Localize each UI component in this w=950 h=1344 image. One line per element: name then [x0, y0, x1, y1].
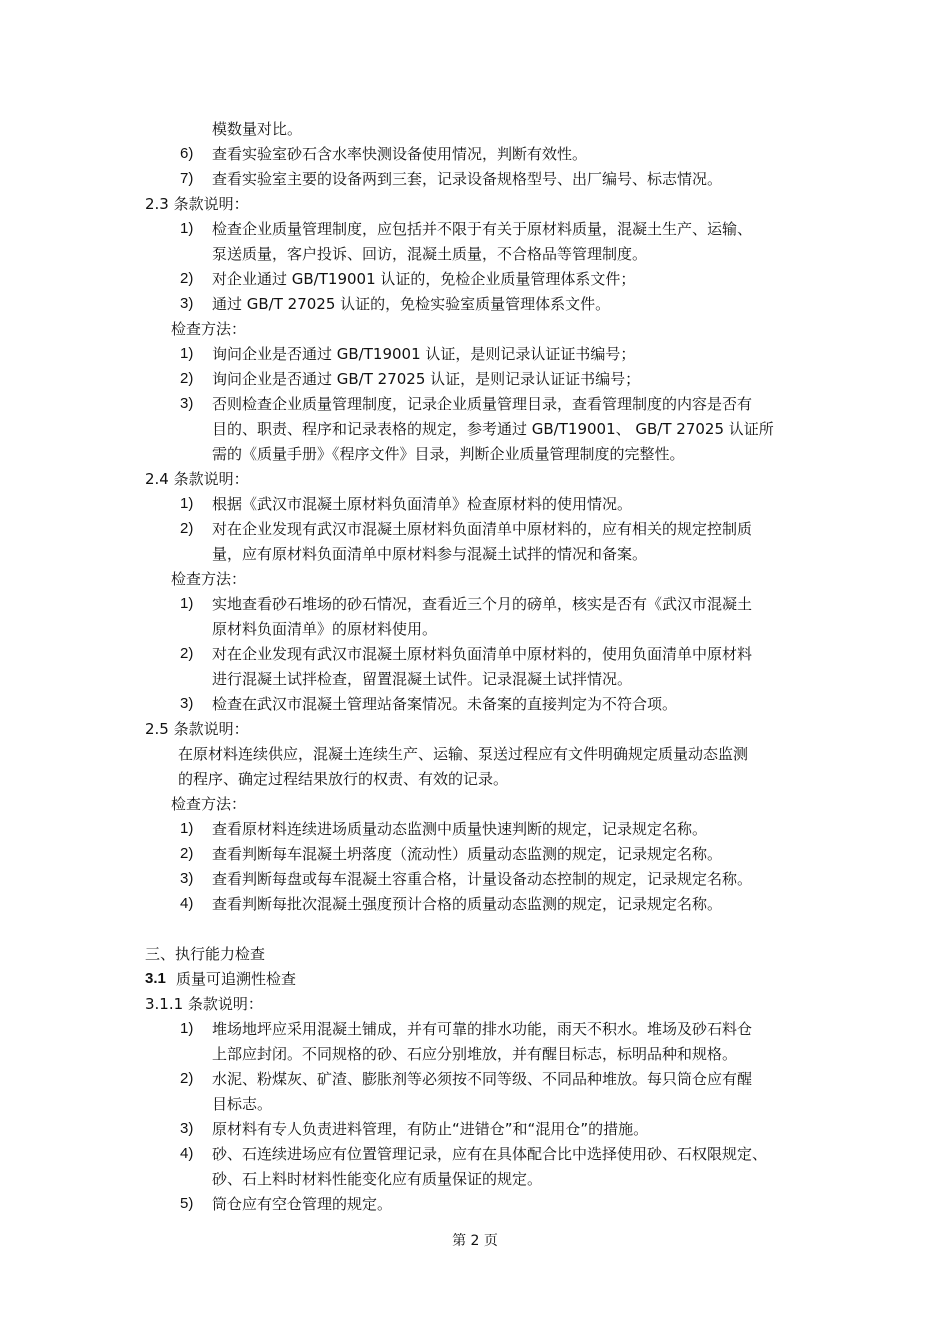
- list-item: 检查企业质量管理制度，应包括并不限于有关于原材料质量，混凝土生产、运输、: [212, 220, 753, 238]
- list-item-cont: 目的、职责、程序和记录表格的规定，参考通过 GB/T19001、 GB/T 27025 认证所: [212, 420, 774, 438]
- list-number: 3): [180, 295, 194, 312]
- list-number: 6): [180, 145, 194, 162]
- list-number: 2): [180, 845, 194, 862]
- list-number: 3): [180, 695, 194, 712]
- paragraph-line: 模数量对比。: [212, 120, 303, 138]
- list-number: 5): [180, 1195, 194, 1212]
- list-item: 根据《武汉市混凝土原材料负面清单》检查原材料的使用情况。: [212, 495, 633, 513]
- list-item-cont: 砂、石上料时材料性能变化应有质量保证的规定。: [212, 1170, 543, 1188]
- list-number: 2): [180, 645, 194, 662]
- list-item: 查看实验室砂石含水率快测设备使用情况，判断有效性。: [212, 145, 588, 163]
- list-item: 查看判断每盘或每车混凝土容重合格，计量设备动态控制的规定，记录规定名称。: [212, 870, 753, 888]
- list-item: 堆场地坪应采用混凝土铺成，并有可靠的排水功能，雨天不积水。堆场及砂石料仓: [212, 1020, 753, 1038]
- list-item-cont: 进行混凝土试拌检查，留置混凝土试件。记录混凝土试拌情况。: [212, 670, 633, 688]
- subsection-number: 3.1: [145, 970, 166, 987]
- list-item: 查看判断每批次混凝土强度预计合格的质量动态监测的规定，记录规定名称。: [212, 895, 723, 913]
- list-number: 1): [180, 220, 194, 237]
- list-number: 2): [180, 1070, 194, 1087]
- list-number: 3): [180, 870, 194, 887]
- clause-heading: 3.1.1 条款说明：: [145, 995, 263, 1013]
- list-number: 1): [180, 1020, 194, 1037]
- list-number: 1): [180, 345, 194, 362]
- list-item-cont: 目标志。: [212, 1095, 273, 1113]
- list-item: 查看实验室主要的设备两到三套，记录设备规格型号、出厂编号、标志情况。: [212, 170, 723, 188]
- list-number: 4): [180, 895, 194, 912]
- list-number: 1): [180, 820, 194, 837]
- list-item: 询问企业是否通过 GB/T 27025 认证，是则记录认证证书编号；: [212, 370, 641, 388]
- list-item: 查看判断每车混凝土坍落度（流动性）质量动态监测的规定，记录规定名称。: [212, 845, 723, 863]
- list-item-cont: 泵送质量，客户投诉、回访，混凝土质量，不合格品等管理制度。: [212, 245, 648, 263]
- list-item-cont: 需的《质量手册》《程序文件》目录，判断企业质量管理制度的完整性。: [212, 445, 685, 463]
- list-item: 查看原材料连续进场质量动态监测中质量快速判断的规定，记录规定名称。: [212, 820, 708, 838]
- list-number: 4): [180, 1145, 194, 1162]
- list-number: 2): [180, 270, 194, 287]
- clause-heading: 2.3 条款说明：: [145, 195, 249, 213]
- list-item: 对在企业发现有武汉市混凝土原材料负面清单中原材料的，应有相关的规定控制质: [212, 520, 753, 538]
- list-item: 检查在武汉市混凝土管理站备案情况。未备案的直接判定为不符合项。: [212, 695, 678, 713]
- method-heading: 检查方法：: [171, 320, 247, 338]
- list-item-cont: 量，应有原材料负面清单中原材料参与混凝土试拌的情况和备案。: [212, 545, 648, 563]
- list-item-cont: 上部应封闭。不同规格的砂、石应分别堆放，并有醒目标志，标明品种和规格。: [212, 1045, 738, 1063]
- list-item: 原材料有专人负责进料管理，有防止“进错仓”和“混用仓”的措施。: [212, 1120, 649, 1138]
- method-heading: 检查方法：: [171, 570, 247, 588]
- page-number: 第 2 页: [452, 1233, 498, 1249]
- list-item: 实地查看砂石堆场的砂石情况，查看近三个月的磅单，核实是否有《武汉市混凝土: [212, 595, 753, 613]
- list-item: 通过 GB/T 27025 认证的，免检实验室质量管理体系文件。: [212, 295, 611, 313]
- method-heading: 检查方法：: [171, 795, 247, 813]
- subsection-title: 质量可追溯性检查: [176, 970, 297, 988]
- list-item: 筒仓应有空仓管理的规定。: [212, 1195, 393, 1213]
- list-number: 3): [180, 1120, 194, 1137]
- list-item: 砂、石连续进场应有位置管理记录，应有在具体配合比中选择使用砂、石权限规定、: [212, 1145, 768, 1163]
- list-number: 2): [180, 520, 194, 537]
- list-number: 1): [180, 595, 194, 612]
- clause-heading: 2.4 条款说明：: [145, 470, 249, 488]
- list-number: 3): [180, 395, 194, 412]
- clause-heading: 2.5 条款说明：: [145, 720, 249, 738]
- paragraph-line: 的程序、确定过程结果放行的权责、有效的记录。: [178, 770, 509, 788]
- list-number: 1): [180, 495, 194, 512]
- list-item: 询问企业是否通过 GB/T19001 认证，是则记录认证证书编号；: [212, 345, 636, 363]
- list-item-cont: 原材料负面清单》的原材料使用。: [212, 620, 438, 638]
- list-item: 对在企业发现有武汉市混凝土原材料负面清单中原材料的，使用负面清单中原材料: [212, 645, 753, 663]
- list-item: 水泥、粉煤灰、矿渣、膨胀剂等必须按不同等级、不同品种堆放。每只筒仓应有醒: [212, 1070, 753, 1088]
- section-heading: 三、执行能力检查: [145, 945, 266, 963]
- list-number: 7): [180, 170, 194, 187]
- list-number: 2): [180, 370, 194, 387]
- list-item: 对企业通过 GB/T19001 认证的，免检企业质量管理体系文件；: [212, 270, 636, 288]
- paragraph-line: 在原材料连续供应，混凝土连续生产、运输、泵送过程应有文件明确规定质量动态监测: [178, 745, 749, 763]
- list-item: 否则检查企业质量管理制度，记录企业质量管理目录，查看管理制度的内容是否有: [212, 395, 753, 413]
